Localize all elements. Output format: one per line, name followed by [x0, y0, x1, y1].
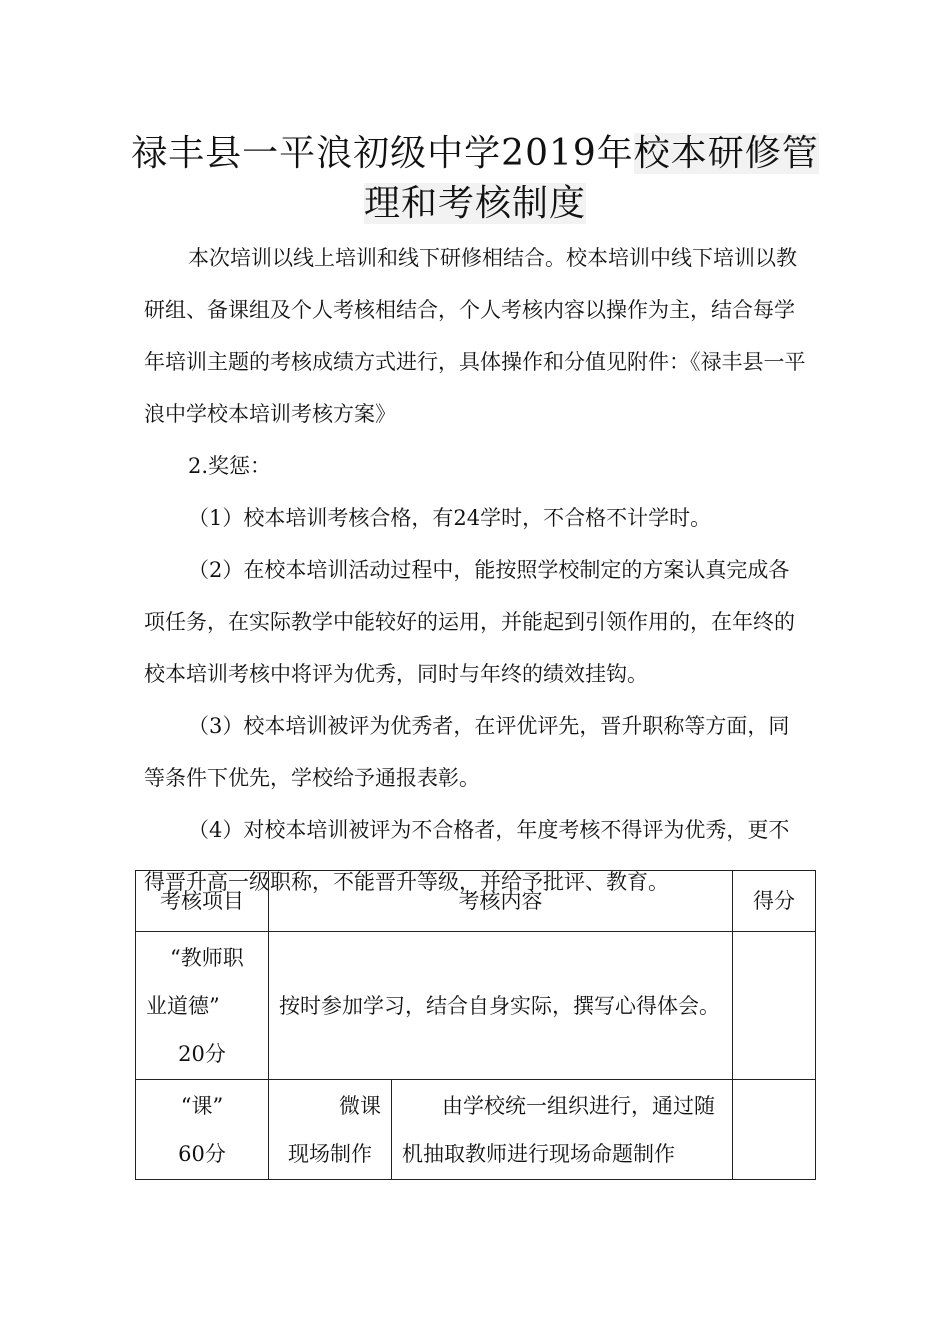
row1-score-cell [733, 932, 816, 1080]
row1-item-cell [136, 932, 269, 1080]
row2-content-cell [392, 1080, 733, 1180]
row1-item-line-b: 业道德” [146, 993, 220, 1018]
row2-item-line-a: “课” [180, 1093, 224, 1118]
title-part-c: 理和考核制度 [363, 183, 586, 224]
paragraph-rewards-heading: 2.奖惩： [188, 454, 272, 478]
title-part-b: 校本研修管 [633, 133, 819, 174]
table-row [136, 1080, 816, 1180]
paragraph-intro: 本次培训以线上培训和线下研修相结合。校本培训中线下培训以教研组、备课组及个人考核相结合，个人考核内容以操作为主，结合每学年培训主题的考核成绩方式进行，具体操作和分值见附件：《禄丰县一平浪中学校本培训考核方案》 [144, 246, 806, 426]
body-text [144, 232, 806, 908]
paragraph-item-1: （1）校本培训考核合格，有24学时，不合格不计学时。 [188, 506, 712, 530]
row1-item-points: 20分 [178, 1041, 226, 1066]
title-part-a: 禄丰县一平浪初级中学2019年 [131, 133, 634, 174]
paragraph-item-4: （4）对校本培训被评为不合格者，年度考核不得评为优秀，更不得晋升高一级职称，不能晋升等级，并给予批评、教育。 [144, 818, 790, 894]
row2-subitem-line-b: 现场制作 [288, 1141, 372, 1166]
table-row [136, 932, 816, 1080]
row2-content-text: 由学校统一组织进行，通过随机抽取教师进行现场命题制作 [402, 1093, 715, 1166]
row2-item-cell [136, 1080, 269, 1180]
document-title-line-1 [130, 128, 820, 180]
header-content: 考核内容 [269, 871, 733, 932]
row2-subitem-line-a: 微课 [339, 1093, 381, 1118]
paragraph-item-3: （3）校本培训被评为优秀者，在评优评先，晋升职称等方面，同等条件下优先，学校给予通报表彰。 [144, 714, 790, 790]
header-item: 考核项目 [136, 871, 269, 932]
row2-item-points: 60分 [178, 1141, 226, 1166]
assessment-table [135, 870, 816, 1180]
header-score: 得分 [733, 871, 816, 932]
row1-item-line-a: “教师职 [170, 945, 244, 970]
row1-content-cell: 按时参加学习，结合自身实际，撰写心得体会。 [269, 932, 733, 1080]
paragraph-item-2: （2）在校本培训活动过程中，能按照学校制定的方案认真完成各项任务，在实际教学中能较好的运用，并能起到引领作用的，在年终的校本培训考核中将评为优秀，同时与年终的绩效挂钩。 [144, 558, 795, 686]
row2-score-cell [733, 1080, 816, 1180]
document-title-line-2 [130, 178, 820, 230]
table-header-row [136, 871, 816, 932]
row2-subitem-cell [269, 1080, 392, 1180]
